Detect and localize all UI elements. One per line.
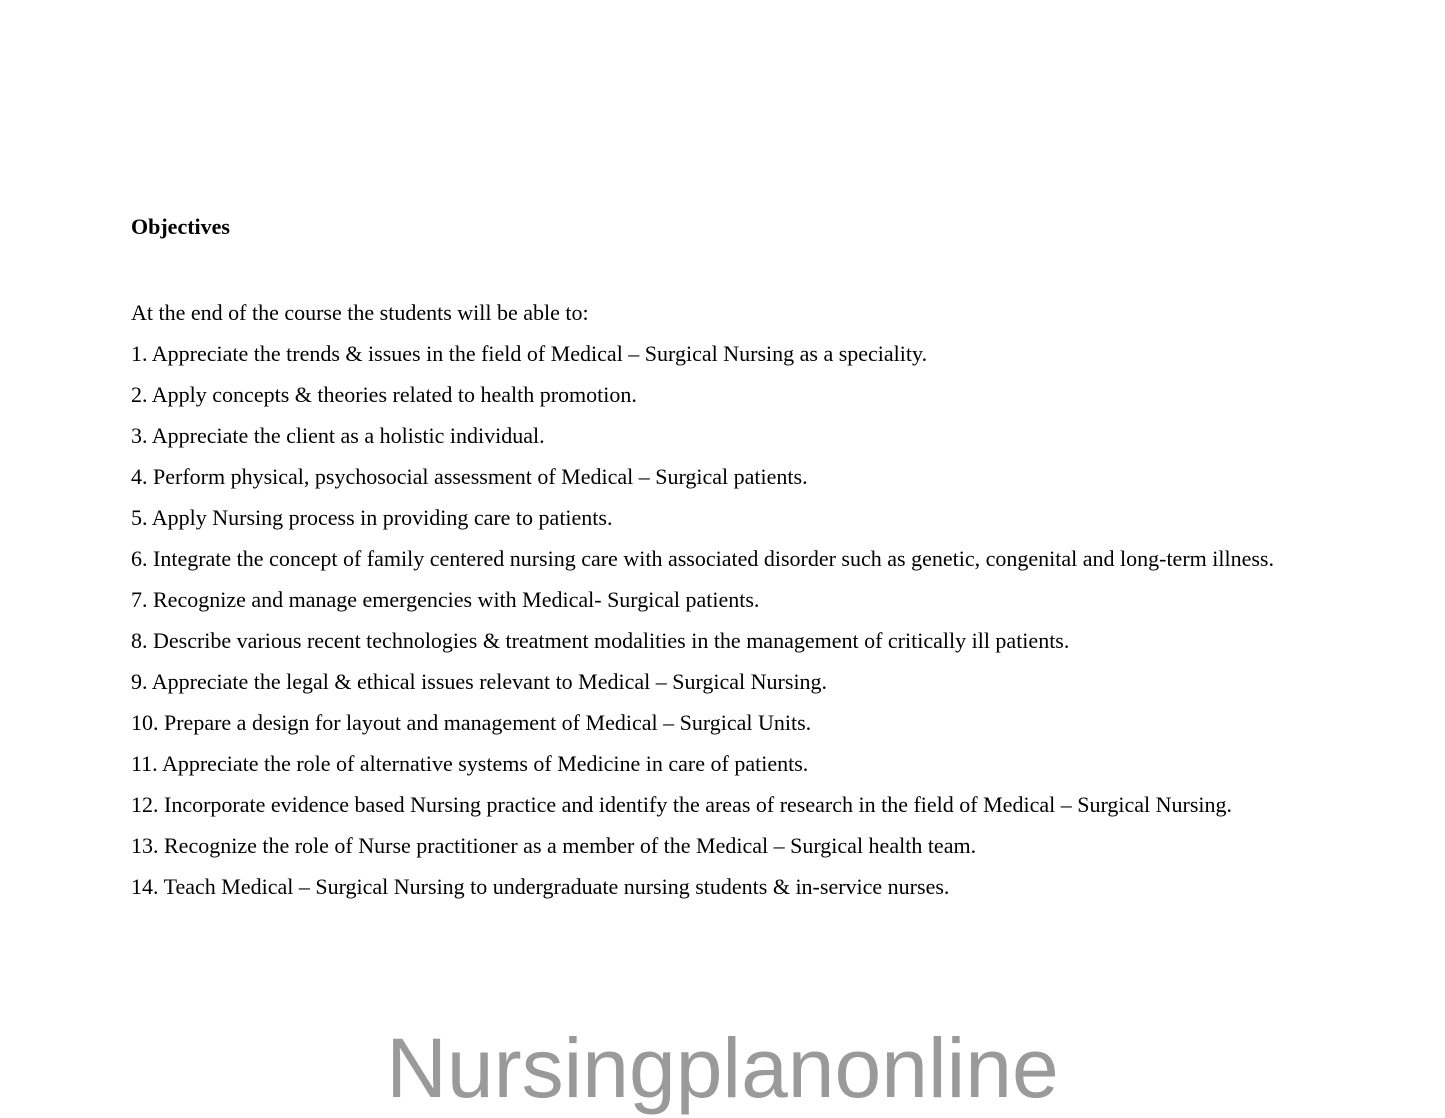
objective-item: 13. Recognize the role of Nurse practitioner as a member of the Medical – Surgical health team. (131, 833, 977, 858)
objective-item: 12. Incorporate evidence based Nursing practice and identify the areas of research in the field of Medical – Surgical Nursing. (131, 792, 1233, 817)
objective-item: 4. Perform physical, psychosocial assessment of Medical – Surgical patients. (131, 464, 808, 489)
objective-item: 10. Prepare a design for layout and management of Medical – Surgical Units. (131, 710, 812, 735)
objective-item: 3. Appreciate the client as a holistic individual. (131, 423, 545, 448)
objective-item: 11. Appreciate the role of alternative systems of Medicine in care of patients. (131, 751, 809, 776)
objective-item: 8. Describe various recent technologies & treatment modalities in the management of critically ill patients. (131, 628, 1070, 653)
watermark-text: Nursingplanonline (386, 1021, 1059, 1115)
objectives-body (131, 292, 1321, 907)
objective-item: 7. Recognize and manage emergencies with Medical- Surgical patients. (131, 587, 760, 612)
objective-item: 6. Integrate the concept of family centered nursing care with associated disorder such as genetic, congenital and long-term illness. (131, 546, 1274, 571)
objective-item: 1. Appreciate the trends & issues in the field of Medical – Surgical Nursing as a speciality. (131, 341, 928, 366)
objective-item: 14. Teach Medical – Surgical Nursing to undergraduate nursing students & in-service nurses. (131, 874, 950, 899)
objective-item: 2. Apply concepts & theories related to health promotion. (131, 382, 637, 407)
objective-item: 9. Appreciate the legal & ethical issues relevant to Medical – Surgical Nursing. (131, 669, 828, 694)
objective-item: 5. Apply Nursing process in providing care to patients. (131, 505, 613, 530)
section-heading: Objectives (131, 214, 230, 239)
intro-text: At the end of the course the students will be able to: (131, 300, 589, 325)
